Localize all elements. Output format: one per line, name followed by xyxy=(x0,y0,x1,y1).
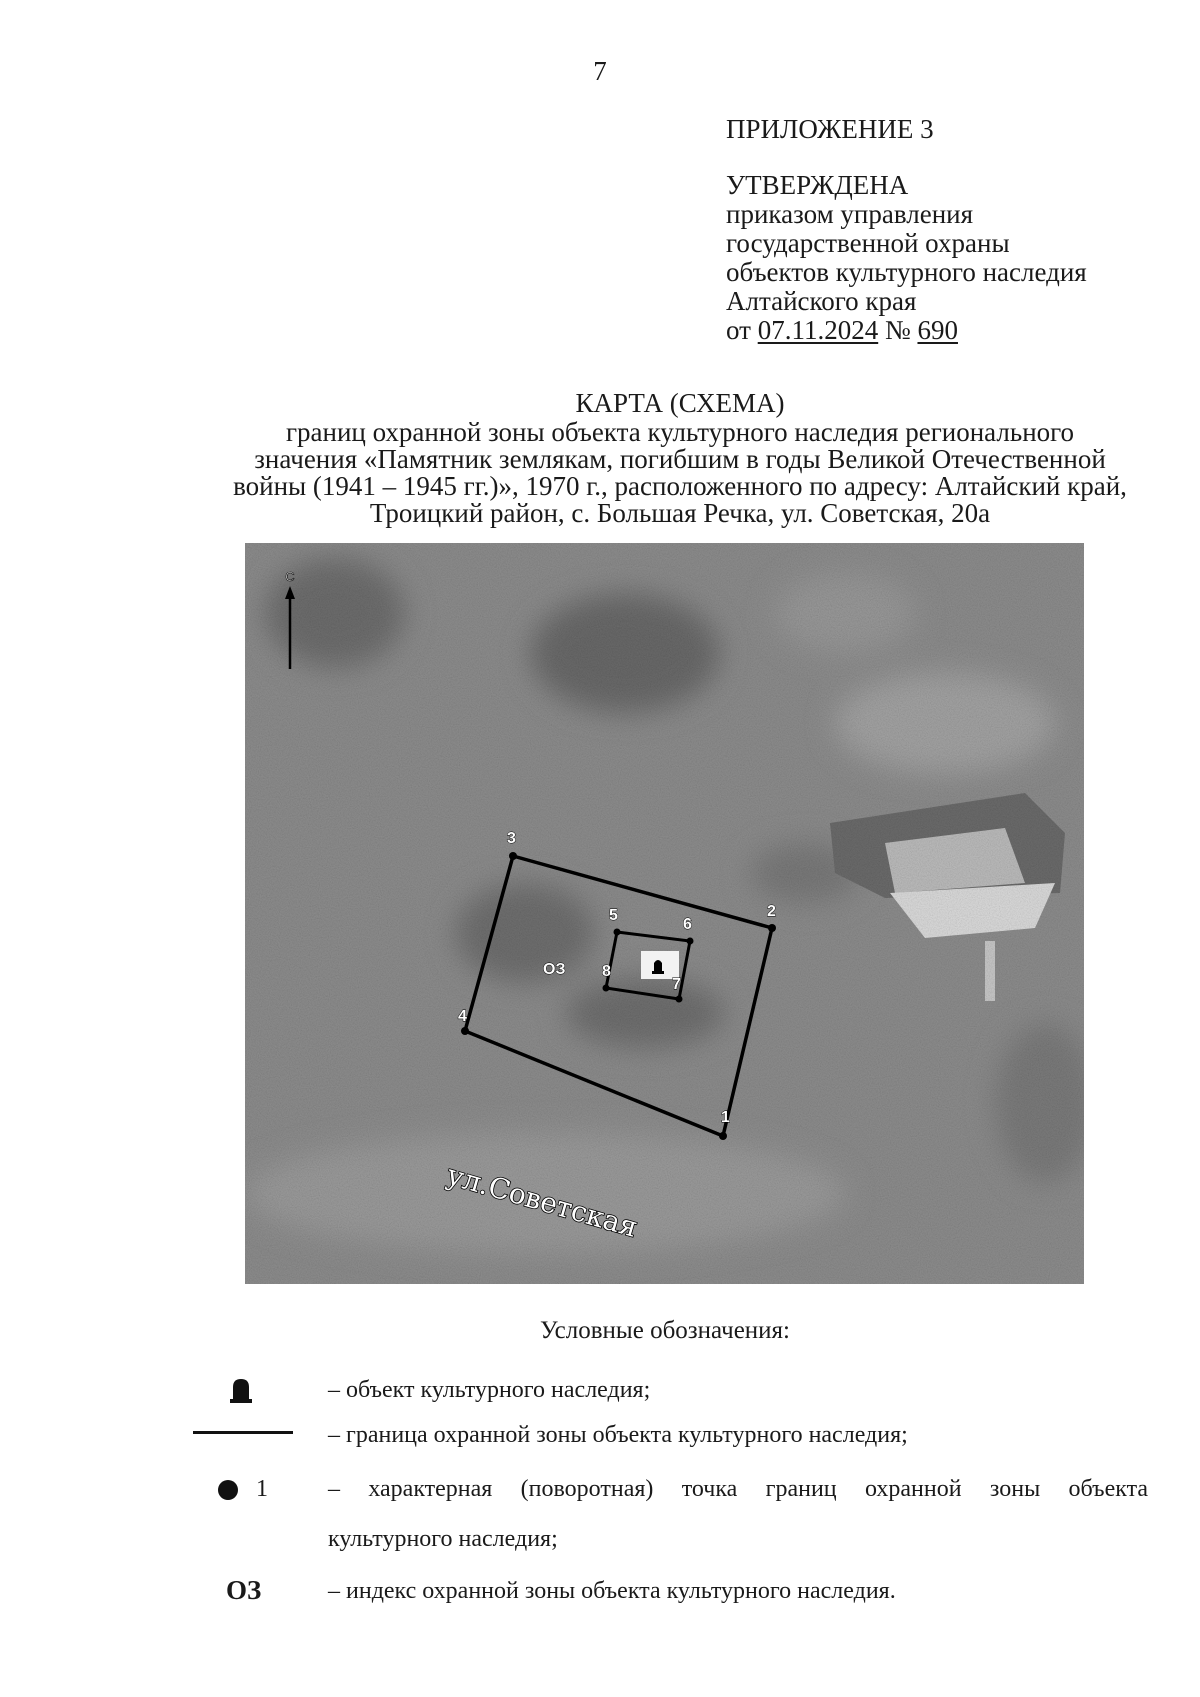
point-label-4: 4 xyxy=(458,1008,467,1025)
order-line-4: Алтайского края xyxy=(726,286,917,316)
map-title-line-3: войны (1941 – 1945 гг.)», 1970 г., расположенного по адресу: Алтайский край, xyxy=(233,471,1127,501)
legend-zone-index-symbol: ОЗ xyxy=(226,1575,262,1605)
order-date: 07.11.2024 xyxy=(757,315,879,345)
order-line-1: приказом управления xyxy=(726,199,974,229)
point-label-8: 8 xyxy=(602,963,611,980)
turning-point-6 xyxy=(687,938,694,945)
north-label: С xyxy=(285,569,295,584)
legend-boundary-line xyxy=(193,1431,293,1434)
map-title-line-1: границ охранной зоны объекта культурного наследия регионального xyxy=(285,417,1075,447)
approved-label: УТВЕРЖДЕНА xyxy=(726,170,909,200)
turning-point-4 xyxy=(461,1027,469,1035)
order-number-prefix: № xyxy=(884,315,911,345)
map-title xyxy=(60,390,1200,527)
point-label-2: 2 xyxy=(767,903,776,920)
approval-block xyxy=(726,115,1087,345)
point-label-7: 7 xyxy=(672,976,681,993)
map-heading: КАРТА (СХЕМА) xyxy=(575,388,785,418)
map-title-line-2: значения «Памятник землякам, погибшим в годы Великой Отечественной xyxy=(254,444,1106,474)
legend-point-icon xyxy=(218,1480,238,1500)
map-title-line-4: Троицкий район, с. Большая Речка, ул. Советская, 20а xyxy=(369,498,991,528)
legend-monument-icon xyxy=(226,1375,256,1405)
point-label-1: 1 xyxy=(721,1109,730,1126)
aerial-photo xyxy=(245,543,1084,1284)
legend-point-number: 1 xyxy=(256,1476,268,1502)
order-date-line xyxy=(726,316,1087,345)
order-line-3: объектов культурного наследия xyxy=(726,257,1087,287)
order-date-prefix: от xyxy=(726,315,751,345)
point-label-6: 6 xyxy=(683,916,692,933)
legend-text-point-line1: – характерная (поворотная) точка границ охранной зоны объекта xyxy=(328,1476,1148,1502)
street-label: ул.Советская xyxy=(443,1158,642,1244)
legend-text-point-line2: культурного наследия; xyxy=(328,1526,558,1552)
turning-point-7 xyxy=(676,996,683,1003)
legend-text-object: – объект культурного наследия; xyxy=(328,1377,651,1403)
point-label-5: 5 xyxy=(609,907,618,924)
point-label-3: 3 xyxy=(507,830,516,847)
appendix-label: ПРИЛОЖЕНИЕ 3 xyxy=(726,114,934,144)
turning-point-1 xyxy=(719,1132,727,1140)
turning-point-3 xyxy=(509,852,517,860)
turning-point-2 xyxy=(768,924,776,932)
legend-text-zone-index: – индекс охранной зоны объекта культурного наследия. xyxy=(328,1578,896,1604)
legend-text-boundary: – граница охранной зоны объекта культурного наследия; xyxy=(328,1422,908,1448)
zone-index-label: ОЗ xyxy=(543,961,566,978)
order-line-2: государственной охраны xyxy=(726,228,1010,258)
map-scheme xyxy=(245,543,1084,1284)
legend-title: Условные обозначения: xyxy=(539,1317,791,1344)
turning-point-5 xyxy=(614,929,621,936)
order-number: 690 xyxy=(917,315,958,345)
page-number: 7 xyxy=(593,56,607,86)
turning-point-8 xyxy=(603,985,610,992)
map-svg xyxy=(245,543,1084,1284)
